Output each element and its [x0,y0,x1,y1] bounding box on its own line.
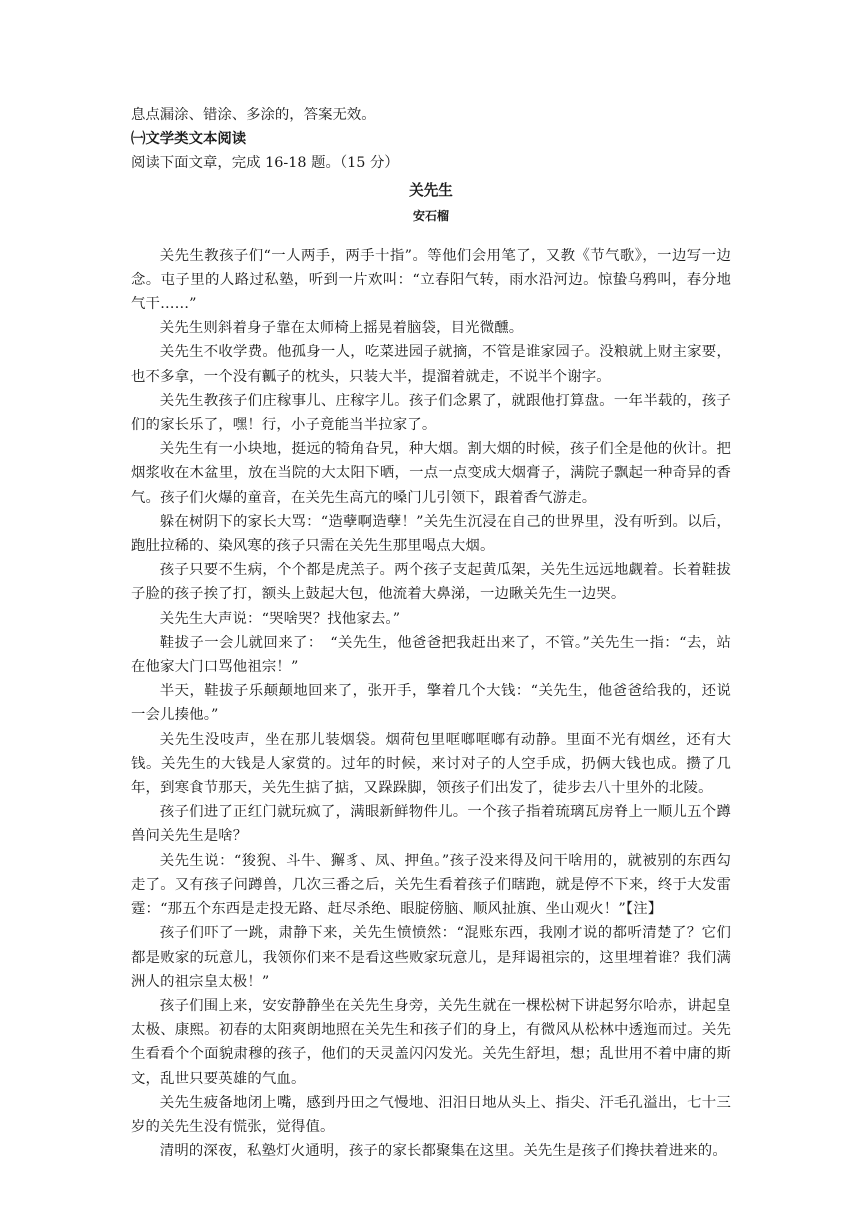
paragraph: 关先生大声说：“哭啥哭？找他家去。” [159,610,401,627]
article-author: 安石榴 [412,208,449,223]
document-content [131,103,731,1163]
paragraph: 关先生则斜着身子靠在太师椅上摇晃着脑袋，目光微醺。 [159,320,524,337]
article-body [131,244,731,1164]
paragraph: 关先生不收学费。他孤身一人，吃菜进园子就摘，不管是谁家园子。没粮就上财主家要，也不多拿，一个没有瓤子的枕头，只装大半，提溜着就走，不说半个谢字。 [131,344,731,385]
paragraph: 孩子们围上来，安安静静坐在关先生身旁，关先生就在一棵松树下讲起努尔哈赤，讲起皇太极、康熙。初春的太阳爽朗地照在关先生和孩子们的身上，有微风从松林中透迤而过。关先生看看个个面貌肃穆的孩子，他们的天灵盖闪闪发光。关先生舒坦，想；乱世用不着中庸的斯文，乱世只要英雄的气血。 [131,997,731,1087]
paragraph: 半天，鞋拔子乐颠颠地回来了，张开手，擎着几个大钱：“关先生，他爸爸给我的，还说一会儿揍他。” [131,683,731,724]
paragraph: 孩子们进了正红门就玩疯了，满眼新鲜物件儿。一个孩子指着琉璃瓦房脊上一顺儿五个蹲兽问关先生是啥？ [131,804,731,845]
article-title: 关先生 [409,181,453,199]
paragraph: 鞋拔子一会儿就回来了： “关先生，他爸爸把我赶出来了，不管。”关先生一指：“去，站在他家大门口骂他祖宗！” [131,634,731,676]
instruction-line: 阅读下面文章，完成 16-18 题。（15 分） [131,155,399,172]
section-heading: ㈠文学类文本阅读 [131,131,247,148]
paragraph: 清明的深夜，私塾灯火通明，孩子的家长都聚集在这里。关先生是孩子们搀扶着进来的。 [159,1143,727,1160]
paragraph: 关先生疲备地闭上嘴，感到丹田之气慢地、汨汨日地从头上、指尖、汗毛孔溢出，七十三岁的关先生没有慌张，觉得值。 [131,1094,731,1135]
paragraph: 关先生教孩子们“一人两手，两手十指”。等他们会用笔了，又教《节气歌》，一边写一边念。屯子里的人路过私塾，听到一片欢叫：“立春阳气转，雨水沿河边。惊蛰乌鸦叫，春分地气干……” [131,247,731,313]
paragraph: 关先生没吱声，坐在那儿装烟袋。烟荷包里哐啷哐啷有动静。里面不光有烟丝，还有大钱。关先生的大钱是人家赏的。过年的时候，来讨对子的人空手成，扔俩大钱也成。攒了几年，到寒食节那天，关先生掂了掂，又跺跺脚，领孩子们出发了，徒步去八十里外的北陵。 [131,731,731,797]
paragraph: 关先生说：“狻猊、斗牛、獬豸、凤、押鱼。”孩子没来得及问干啥用的，就被别的东西勾走了。又有孩子问蹲兽，几次三番之后，关先生看着孩子们瞎跑，就是停不下来，终于大发雷霆：“那五个东西是走投无路、赶尽杀绝、眼腚傍脑、顺风扯旗、坐山观火！”【注】 [131,852,731,918]
intro-line: 息点漏涂、错涂、多涂的，答案无效。 [131,107,376,123]
paragraph: 孩子只要不生病，个个都是虎羔子。两个孩子支起黄瓜架，关先生远远地觑着。长着鞋拔子脸的孩子挨了打，额头上鼓起大包，他流着大鼻涕，一边瞅关先生一边哭。 [131,562,731,603]
paragraph: 孩子们吓了一跳，肃静下来，关先生愤愤然：“混账东西，我刚才说的都听清楚了？它们都是败家的玩意儿，我领你们来不是看这些败家玩意儿，是拜谒祖宗的，这里埋着谁？我们满洲人的祖宗皇太极！” [131,925,731,990]
paragraph: 关先生教孩子们庄稼事儿、庄稼字儿。孩子们念累了，就跟他打算盘。一年半载的，孩子们的家长乐了，嘿！行，小子竟能当半拉家了。 [131,392,731,434]
paragraph: 关先生有一小块地，挺远的犄角旮旯，种大烟。割大烟的时候，孩子们全是他的伙计。把烟浆收在木盆里，放在当院的大太阳下晒，一点一点变成大烟膏子，满院子飘起一种奇异的香气。孩子们火爆的童音，在关先生高亢的嗓门儿引领下，跟着香气游走。 [131,441,731,506]
paragraph: 躲在树阴下的家长大骂：“造孽啊造孽！”关先生沉浸在自己的世界里，没有听到。以后，跑肚拉稀的、染风寒的孩子只需在关先生那里喝点大烟。 [131,513,731,555]
